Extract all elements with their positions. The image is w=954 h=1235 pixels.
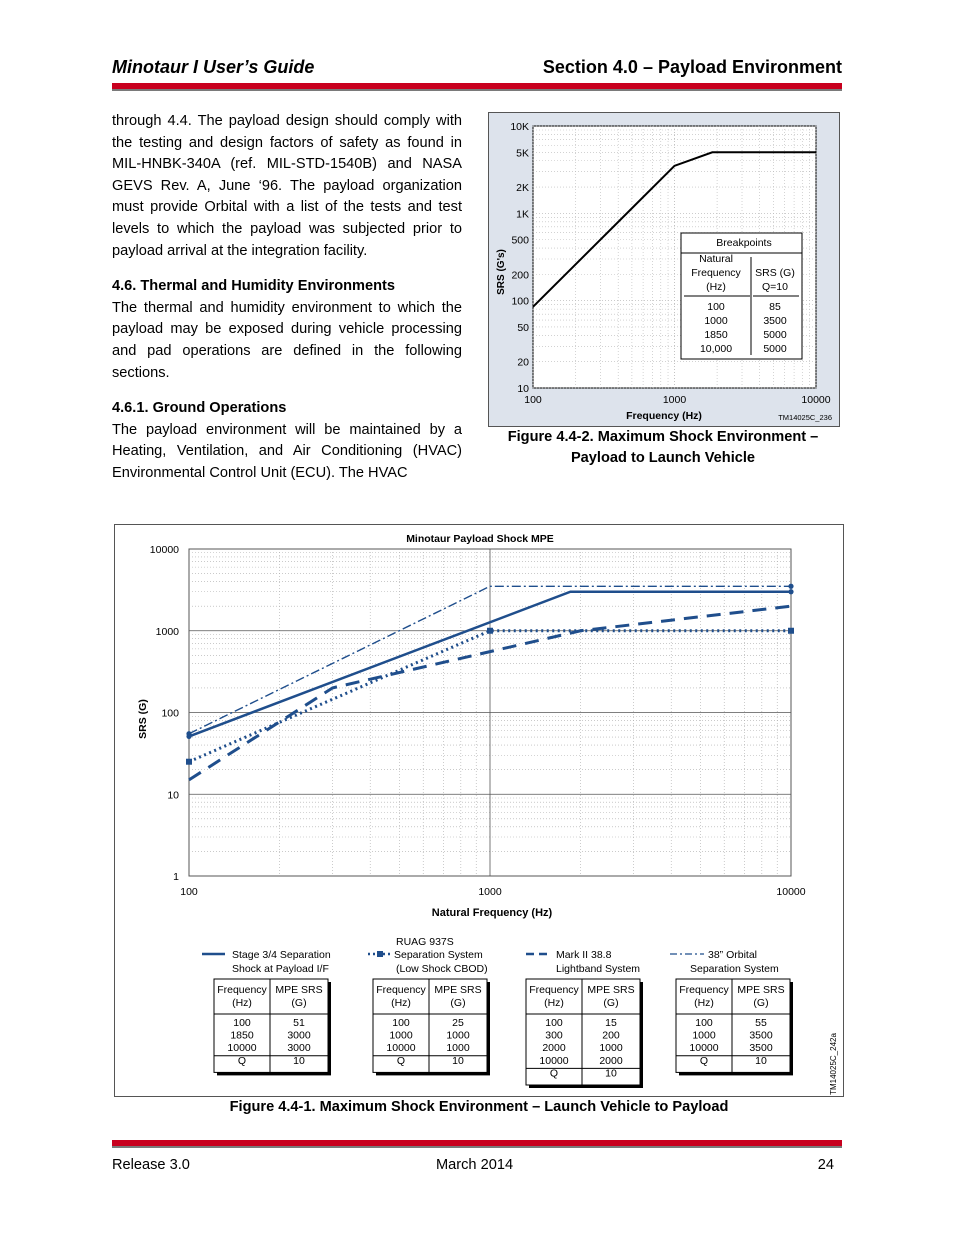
fig442-x-axis-label: Frequency (Hz) xyxy=(626,410,702,422)
table-cell-srs: 51 xyxy=(293,1017,305,1029)
x-tick-label: 10000 xyxy=(801,394,831,406)
legend-mark2-line1: Mark II 38.8 xyxy=(556,949,612,961)
y-tick-label: 10 xyxy=(167,789,179,802)
table-header: Frequency xyxy=(529,984,579,996)
table-cell-frequency: 1000 xyxy=(692,1029,716,1042)
legend-stage34-line2: Shock at Payload I/F xyxy=(232,963,329,975)
footer-rule xyxy=(112,1140,842,1148)
breakpoints-table xyxy=(681,233,802,359)
intro-paragraph: through 4.4. The payload design should comply with the testing and design factors of safety as found in MIL-HNBK-340A (ref. MIL-STD-1540B) and NASA GEVS Rev. A, June ‘96. The payload organization must provide Orbital with a list of the tests and test levels to which the payload was subjected prior to payload arrival at the integration facility. xyxy=(112,113,462,259)
table-cell-srs: 3000 xyxy=(287,1042,311,1055)
table-header: MPE SRS xyxy=(434,984,482,996)
table-cell-srs: 25 xyxy=(452,1017,464,1029)
series-marker xyxy=(487,628,493,634)
fig442-code: TM14025C_236 xyxy=(778,413,832,422)
y-tick-label: 500 xyxy=(511,234,529,247)
table-cell-srs: 10 xyxy=(293,1054,305,1067)
table-cell-frequency: 100 xyxy=(545,1017,563,1029)
y-tick-label: 200 xyxy=(511,269,529,282)
fig442-y-axis-label: SRS (G's) xyxy=(496,249,507,295)
table-cell-srs: 10 xyxy=(605,1067,617,1080)
table-header: MPE SRS xyxy=(587,984,635,996)
table-cell-srs: 1000 xyxy=(599,1042,623,1055)
table-cell-srs: 15 xyxy=(605,1017,617,1029)
legend-ruag-line1: Separation System xyxy=(394,949,483,961)
bp-freq-1: 100 xyxy=(707,301,725,313)
y-tick-label: 1K xyxy=(516,208,529,221)
series-endpoint xyxy=(788,584,793,589)
series-table xyxy=(373,979,490,1075)
y-tick-label: 5K xyxy=(516,147,529,160)
header-rule xyxy=(112,83,842,91)
y-tick-label: 10 xyxy=(517,383,529,395)
section-paragraph: The thermal and humidity environment to which the payload may be exposed during vehicle processing and pad operations are defined in the following sections. xyxy=(112,299,462,381)
table-cell-srs: 3500 xyxy=(749,1029,773,1042)
legend-ruag-line0: RUAG 937S xyxy=(396,936,454,948)
caption-442-line1: Figure 4.4-2. Maximum Shock Environment – xyxy=(507,429,819,445)
bp-col1-header-3: (Hz) xyxy=(706,281,726,293)
fig441-code: TM14025C_242a xyxy=(829,1033,838,1095)
table-header: Frequency xyxy=(679,984,729,996)
table-cell-frequency: 1000 xyxy=(389,1029,413,1042)
breakpoints-title: Breakpoints xyxy=(716,237,772,249)
series-marker xyxy=(186,759,192,765)
bp-freq-4: 10,000 xyxy=(699,343,733,355)
bp-col1-header-2: Frequency xyxy=(691,267,741,279)
legend-mark2-line2: Lightband System xyxy=(556,963,641,975)
table-cell-frequency: 10000 xyxy=(227,1042,257,1055)
x-tick-label: 100 xyxy=(524,394,542,406)
table-cell-srs: 1000 xyxy=(446,1042,470,1055)
table-cell-srs: 3500 xyxy=(749,1042,773,1055)
y-tick-label: 20 xyxy=(517,356,529,369)
series-table xyxy=(214,979,331,1075)
figure-4-4-1-chart xyxy=(114,524,844,1097)
y-tick-label: 100 xyxy=(161,707,179,720)
table-cell-frequency: Q xyxy=(396,1054,406,1067)
bp-srs-3: 5000 xyxy=(763,329,787,341)
table-header: (Hz) xyxy=(232,997,252,1009)
series-endpoint xyxy=(788,589,793,594)
y-tick-label: 1000 xyxy=(155,625,179,638)
table-cell-frequency: 100 xyxy=(695,1017,713,1029)
ruag-marker-icon xyxy=(377,951,383,957)
footer-date: March 2014 xyxy=(436,1157,514,1173)
legend-stage34-line1: Stage 3/4 Separation xyxy=(232,949,331,961)
table-header: MPE SRS xyxy=(737,984,785,996)
x-tick-label: 100 xyxy=(180,886,198,898)
table-header: (G) xyxy=(753,997,769,1009)
table-header: (G) xyxy=(450,997,466,1009)
series-table xyxy=(526,979,643,1088)
table-cell-frequency: 10000 xyxy=(539,1054,569,1067)
table-cell-frequency: 1850 xyxy=(230,1029,254,1042)
table-cell-srs: 10 xyxy=(452,1054,464,1067)
table-header: (Hz) xyxy=(694,997,714,1009)
table-cell-frequency: 2000 xyxy=(542,1042,566,1055)
section-heading: 4.6. Thermal and Humidity Environments xyxy=(112,278,396,295)
table-cell-frequency: 300 xyxy=(545,1029,563,1042)
fig441-x-axis-label: Natural Frequency (Hz) xyxy=(431,907,553,919)
figure-4-4-2-chart xyxy=(488,112,840,427)
header-left-title: Minotaur I User’s Guide xyxy=(112,57,315,77)
body-column xyxy=(112,111,462,485)
table-cell-frequency: Q xyxy=(549,1067,559,1080)
bp-srs-4: 5000 xyxy=(763,343,787,355)
series-table xyxy=(676,979,793,1075)
table-cell-srs: 55 xyxy=(755,1017,767,1029)
x-tick-label: 1000 xyxy=(662,394,687,406)
figure-4-4-1-caption: Figure 4.4-1. Maximum Shock Environment – Launch Vehicle to Payload xyxy=(229,1099,729,1115)
table-header: (Hz) xyxy=(544,997,564,1009)
caption-442-line2: Payload to Launch Vehicle xyxy=(570,450,756,466)
table-header: MPE SRS xyxy=(275,984,323,996)
bp-col1-header-1: Natural xyxy=(699,253,733,265)
y-tick-label: 10K xyxy=(510,121,529,133)
table-header: Frequency xyxy=(217,984,267,996)
y-tick-label: 2K xyxy=(516,182,529,195)
x-tick-label: 10000 xyxy=(776,886,806,898)
legend-orbital-line1: 38” Orbital xyxy=(708,949,758,961)
x-tick-label: 1000 xyxy=(478,886,502,898)
table-cell-srs: 2000 xyxy=(599,1054,623,1067)
table-header: (G) xyxy=(603,997,619,1009)
bp-srs-2: 3500 xyxy=(763,315,787,327)
table-cell-srs: 10 xyxy=(755,1054,767,1067)
table-cell-frequency: 10000 xyxy=(386,1042,416,1055)
table-cell-frequency: Q xyxy=(699,1054,709,1067)
y-tick-label: 100 xyxy=(511,295,529,308)
series-marker xyxy=(788,628,794,634)
series-endpoint xyxy=(186,731,191,736)
footer-release: Release 3.0 xyxy=(112,1157,190,1173)
bp-col2-header-2: Q=10 xyxy=(762,281,788,293)
table-cell-frequency: 100 xyxy=(392,1017,410,1029)
bp-srs-1: 85 xyxy=(769,301,781,313)
subsection-heading: 4.6.1. Ground Operations xyxy=(112,400,287,417)
y-tick-label: 1 xyxy=(173,871,179,883)
table-header: (Hz) xyxy=(391,997,411,1009)
table-header: (G) xyxy=(291,997,307,1009)
fig441-y-axis-label: SRS (G) xyxy=(137,699,149,739)
subsection-paragraph: The payload environment will be maintained by a Heating, Ventilation, and Air Conditioning (HVAC) Environmental Control Unit (ECU). The HVAC xyxy=(112,421,462,481)
table-header: Frequency xyxy=(376,984,426,996)
table-cell-srs: 3000 xyxy=(287,1029,311,1042)
table-cell-frequency: 100 xyxy=(233,1017,251,1029)
table-cell-srs: 200 xyxy=(602,1029,620,1042)
table-cell-frequency: Q xyxy=(237,1054,247,1067)
legend-orbital-line2: Separation System xyxy=(690,963,779,975)
y-tick-label: 10000 xyxy=(149,544,179,556)
footer-page-number: 24 xyxy=(817,1157,834,1173)
fig441-title: Minotaur Payload Shock MPE xyxy=(406,533,554,545)
table-cell-srs: 1000 xyxy=(446,1029,470,1042)
figure-4-4-2-caption xyxy=(488,427,838,469)
table-cell-frequency: 10000 xyxy=(689,1042,719,1055)
bp-freq-2: 1000 xyxy=(704,315,728,327)
bp-freq-3: 1850 xyxy=(704,329,728,341)
bp-col2-header-1: SRS (G) xyxy=(755,267,795,279)
y-tick-label: 50 xyxy=(517,321,529,334)
legend-ruag-line2: (Low Shock CBOD) xyxy=(396,963,488,975)
header-section-title: Section 4.0 – Payload Environment xyxy=(542,57,842,77)
